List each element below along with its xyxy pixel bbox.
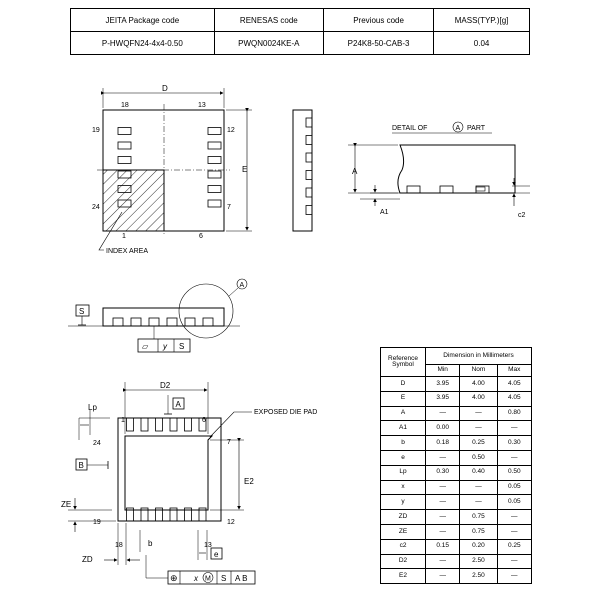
bottom-view-body [118, 418, 221, 521]
bottom-pad-top [127, 418, 134, 431]
dim-nom: 0.75 [460, 524, 497, 539]
dim-max: 0.25 [497, 539, 531, 554]
dim-max: 0.30 [497, 436, 531, 451]
top-pin-7: 7 [227, 204, 231, 211]
label-e-basic: e [214, 550, 219, 559]
dim-row [381, 377, 532, 392]
top-pin-1: 1 [122, 233, 126, 240]
dim-symbol: e [381, 450, 426, 465]
dim-max: 0.80 [497, 406, 531, 421]
top-pin-18: 18 [121, 102, 129, 109]
bottom-pad-right [208, 171, 221, 178]
dim-nom: — [460, 421, 497, 436]
edge-pad [306, 136, 312, 145]
exposed-die-pad [125, 436, 212, 510]
dim-nom: 4.00 [460, 377, 497, 392]
previous-header: Previous code [324, 9, 434, 32]
dim-symbol: b [381, 436, 426, 451]
exposed-pad-label: EXPOSED DIE PAD [254, 409, 318, 416]
dim-nom: 0.40 [460, 465, 497, 480]
nom-header: Nom [460, 365, 497, 377]
dim-symbol: x [381, 480, 426, 495]
dim-symbol: D [381, 377, 426, 392]
side-view [68, 279, 247, 352]
bottom-pin-7: 7 [227, 439, 231, 446]
dim-row [381, 391, 532, 406]
detail-pad-2 [440, 186, 453, 193]
bottom-pad-left [118, 142, 131, 149]
position-ref-s: S [221, 574, 227, 583]
bottom-pin-6: 6 [202, 417, 206, 424]
dim-symbol: ZD [381, 510, 426, 525]
detail-title-prefix: DETAIL OF [392, 125, 428, 132]
dim-max: 0.05 [497, 495, 531, 510]
renesas-value: PWQN0024KE-A [214, 32, 323, 55]
top-view [92, 84, 252, 255]
bottom-pad-right [208, 186, 221, 193]
bottom-pad-top [170, 418, 177, 431]
edge-pads [306, 118, 312, 215]
dim-max: 4.05 [497, 391, 531, 406]
side-pad [113, 318, 123, 326]
label-b: b [148, 539, 153, 548]
dim-nom: 0.75 [460, 510, 497, 525]
index-area-label: INDEX AREA [106, 248, 149, 255]
dimension-table [380, 347, 532, 584]
top-pin-19: 19 [92, 127, 100, 134]
edge-pad [306, 206, 312, 215]
side-pad [185, 318, 195, 326]
bottom-pad-left [118, 157, 131, 164]
dim-row [381, 421, 532, 436]
position-x: x [194, 574, 198, 583]
top-pin-24: 24 [92, 204, 100, 211]
dim-row [381, 450, 532, 465]
label-c2: c2 [518, 212, 526, 219]
flatness-symbol: ⏥ [142, 342, 149, 351]
label-a1: A1 [380, 209, 389, 216]
bottom-pad-top [185, 418, 192, 431]
position-m: M [205, 575, 211, 583]
bottom-pad-top [156, 418, 163, 431]
dim-min: 3.95 [426, 391, 460, 406]
label-ze: ZE [61, 500, 72, 509]
dim-symbol: E [381, 391, 426, 406]
top-pin-13: 13 [198, 102, 206, 109]
jeita-value: P-HWQFN24-4x4-0.50 [71, 32, 215, 55]
dim-min: — [426, 569, 460, 584]
dim-symbol: Lp [381, 465, 426, 480]
dimension-header: Dimension in Millimeters [426, 348, 532, 365]
detail-pad-3-inner [476, 187, 485, 191]
side-pad [203, 318, 213, 326]
dim-max: — [497, 554, 531, 569]
dim-max: — [497, 421, 531, 436]
dim-min: 0.18 [426, 436, 460, 451]
datum-a-label: A [175, 400, 181, 409]
dim-nom: 0.25 [460, 436, 497, 451]
detail-view [348, 122, 530, 219]
bottom-pin-13: 13 [204, 542, 212, 549]
top-pin-12: 12 [227, 127, 235, 134]
renesas-header: RENESAS code [214, 9, 323, 32]
position-symbol: ⊕ [170, 573, 178, 583]
detail-title-suffix: PART [467, 125, 486, 132]
dim-row [381, 510, 532, 525]
dim-row [381, 436, 532, 451]
dim-nom: 4.00 [460, 391, 497, 406]
top-pin-6: 6 [199, 233, 203, 240]
dim-max: — [497, 569, 531, 584]
dim-row [381, 465, 532, 480]
edge-view [293, 110, 312, 231]
dim-min: — [426, 510, 460, 525]
dim-min: 0.00 [426, 421, 460, 436]
dim-symbol: A [381, 406, 426, 421]
dim-min: 3.95 [426, 377, 460, 392]
dim-nom: — [460, 406, 497, 421]
index-area-hatch [103, 170, 164, 231]
jeita-header: JEITA Package code [71, 9, 215, 32]
label-d2: D2 [160, 381, 171, 390]
dim-nom: 0.50 [460, 450, 497, 465]
dim-row [381, 480, 532, 495]
dim-min: — [426, 554, 460, 569]
flatness-s: S [179, 342, 185, 351]
dim-row [381, 495, 532, 510]
dim-max: — [497, 524, 531, 539]
exposed-pad-leader [210, 412, 252, 437]
bottom-pin-12: 12 [227, 519, 235, 526]
bottom-pad-right [208, 157, 221, 164]
dim-nom: 0.20 [460, 539, 497, 554]
dim-max: 4.05 [497, 377, 531, 392]
mass-value: 0.04 [434, 32, 530, 55]
datum-b-label: B [78, 461, 84, 470]
dim-max: — [497, 450, 531, 465]
bottom-pin-19: 19 [93, 519, 101, 526]
bottom-pad-left [118, 128, 131, 135]
detail-a-leader [229, 288, 238, 296]
dim-nom: 2.50 [460, 569, 497, 584]
bottom-view [61, 128, 317, 585]
reference-symbol-header: Reference Symbol [381, 348, 426, 377]
dim-min: — [426, 524, 460, 539]
dim-symbol: E2 [381, 569, 426, 584]
label-e2: E2 [244, 477, 254, 486]
dim-max: 0.05 [497, 480, 531, 495]
dim-row [381, 406, 532, 421]
dim-row [381, 554, 532, 569]
dim-symbol: A1 [381, 421, 426, 436]
dim-symbol: y [381, 495, 426, 510]
dim-min: — [426, 450, 460, 465]
position-ref-ab: A B [235, 574, 248, 583]
dim-min: — [426, 480, 460, 495]
side-pad [149, 318, 159, 326]
bottom-pin-18: 18 [115, 542, 123, 549]
mass-header: MASS(TYP.)[g] [434, 9, 530, 32]
bottom-pin-24: 24 [93, 440, 101, 447]
edge-pad [306, 171, 312, 180]
detail-pad-1 [407, 186, 420, 193]
min-header: Min [426, 365, 460, 377]
dim-min: 0.15 [426, 539, 460, 554]
dim-row [381, 524, 532, 539]
label-lp: Lp [88, 403, 97, 412]
label-d: D [162, 84, 168, 93]
dim-header-row [381, 348, 532, 365]
detail-a-circle [179, 284, 233, 338]
dim-nom: — [460, 480, 497, 495]
edge-pad [306, 153, 312, 162]
label-e: E [242, 165, 248, 174]
side-pads [113, 318, 213, 326]
side-view-body [103, 308, 224, 326]
dim-row [381, 569, 532, 584]
side-pad [131, 318, 141, 326]
bottom-pin-1: 1 [121, 417, 125, 424]
dim-min: 0.30 [426, 465, 460, 480]
dim-symbol: D2 [381, 554, 426, 569]
edge-pad [306, 118, 312, 127]
dim-nom: 2.50 [460, 554, 497, 569]
flatness-y: y [163, 342, 167, 351]
dim-min: — [426, 406, 460, 421]
dim-symbol: ZE [381, 524, 426, 539]
bottom-pad-right [208, 200, 221, 207]
bottom-pad-top [141, 418, 148, 431]
max-header: Max [497, 365, 531, 377]
dim-symbol: c2 [381, 539, 426, 554]
dim-min: — [426, 495, 460, 510]
label-a: A [352, 167, 358, 176]
previous-value: P24K8-50-CAB-3 [324, 32, 434, 55]
dim-row [381, 539, 532, 554]
callout-a-label: A [239, 282, 245, 289]
edge-pad [306, 188, 312, 197]
dim-nom: — [460, 495, 497, 510]
datum-s-label: S [79, 307, 85, 316]
dim-max: 0.50 [497, 465, 531, 480]
dim-max: — [497, 510, 531, 525]
bottom-pad-right [208, 128, 221, 135]
label-zd: ZD [82, 555, 93, 564]
detail-title-ref: A [455, 125, 461, 132]
bottom-pad-right [208, 142, 221, 149]
side-pad [167, 318, 177, 326]
